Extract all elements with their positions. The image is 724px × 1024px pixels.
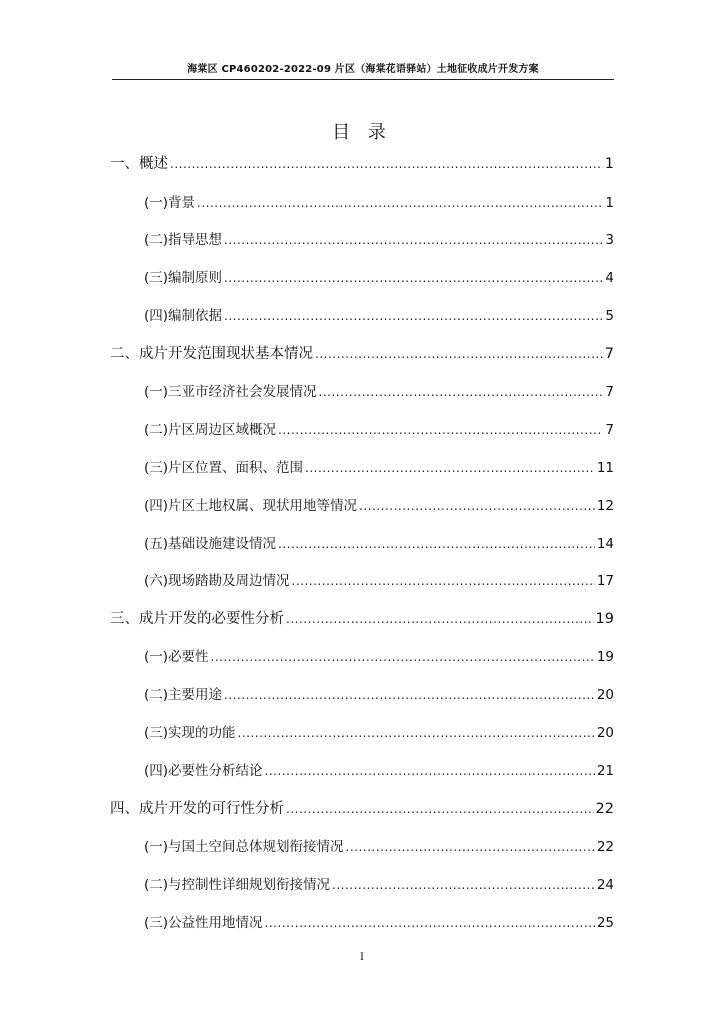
toc-number: (四) [144,763,169,779]
toc-label: 现场踏勘及周边情况 [168,573,290,589]
toc-entry[interactable] [144,684,614,706]
toc-page-number: 22 [595,801,614,817]
toc-number: (二) [144,232,169,248]
toc-entry[interactable] [144,192,614,214]
toc-page-number: 3 [605,232,614,248]
toc-entry[interactable] [144,267,614,289]
toc-page-number: 19 [596,649,614,665]
toc-entry[interactable] [144,570,614,592]
toc-label: 成片开发范围现状基本情况 [139,346,313,362]
toc-label: 指导思想 [168,232,223,248]
toc-number: (一) [144,195,169,211]
toc-leader-dots [286,608,594,630]
toc-page-number: 20 [596,687,614,703]
toc-leader-dots [292,570,595,592]
toc-entry-section-1[interactable] [110,153,614,175]
toc-label: 成片开发的可行性分析 [139,801,284,817]
toc-entry[interactable] [144,722,614,744]
toc-page-number: 7 [604,346,614,362]
toc-entry-section-4[interactable] [110,798,614,820]
toc-number: (三) [144,915,169,931]
toc-leader-dots [224,267,603,289]
toc-number: (二) [144,877,169,893]
toc-number: (五) [144,536,169,552]
toc-number: 三、 [110,611,139,627]
toc-leader-dots [224,684,595,706]
toc-leader-dots [315,343,603,365]
toc-page-number: 4 [605,270,614,286]
toc-entry[interactable] [144,874,614,896]
toc-leader-dots [278,419,603,441]
toc-label: 概述 [139,156,168,172]
document-header: 海棠区 CP460202-2022-09 片区（海棠花语驿站）土地征收成片开发方案 [112,64,614,80]
toc-number: (四) [144,308,169,324]
toc-label: 片区周边区域概况 [168,422,277,438]
toc-leader-dots [286,798,594,820]
toc-label: 必要性分析结论 [168,763,263,779]
toc-leader-dots [211,646,595,668]
toc-page-number: 11 [596,460,614,476]
toc-entry[interactable] [144,457,614,479]
toc-page-number: 5 [605,308,614,324]
page-footer-number: I [360,952,364,963]
toc-leader-dots [197,192,603,214]
toc-label: 与国土空间总体规划衔接情况 [168,839,344,855]
toc-label: 编制原则 [168,270,223,286]
toc-page-number: 17 [596,573,614,589]
toc-leader-dots [319,381,604,403]
toc-label: 基础设施建设情况 [168,536,277,552]
toc-leader-dots [346,836,595,858]
toc-entry[interactable] [144,381,614,403]
toc-number: 二、 [110,346,139,362]
toc-label: 主要用途 [168,687,223,703]
toc-number: (一) [144,649,169,665]
toc-label: 三亚市经济社会发展情况 [168,384,317,400]
toc-label: 片区位置、面积、范围 [168,460,304,476]
toc-label: 编制依据 [168,308,223,324]
toc-page-number: 19 [595,611,614,627]
toc-entry[interactable] [144,305,614,327]
toc-label: 公益性用地情况 [168,915,263,931]
toc-page-number: 21 [596,763,614,779]
toc-number: (三) [144,460,169,476]
toc-leader-dots [224,229,603,251]
toc-label: 成片开发的必要性分析 [139,611,284,627]
toc-label: 片区土地权属、现状用地等情况 [168,498,358,514]
toc-leader-dots [332,874,595,896]
toc-leader-dots [170,153,603,175]
toc-entry[interactable] [144,912,614,934]
toc-entry[interactable] [144,229,614,251]
toc-page-number: 24 [596,877,614,893]
toc-number: (二) [144,687,169,703]
toc-page-number: 7 [605,384,614,400]
toc-entry-section-2[interactable] [110,343,614,365]
toc-page-number: 12 [596,498,614,514]
toc-page-number: 7 [605,422,614,438]
toc-number: (四) [144,498,169,514]
toc-entry[interactable] [144,419,614,441]
toc-entry[interactable] [144,495,614,517]
toc-title: 目 录 [332,122,392,143]
toc-label: 与控制性详细规划衔接情况 [168,877,331,893]
toc-entry[interactable] [144,533,614,555]
toc-number: (三) [144,270,169,286]
toc-page-number: 1 [604,156,614,172]
toc-page-number: 1 [605,195,614,211]
toc-number: (三) [144,725,169,741]
toc-leader-dots [305,457,595,479]
toc-leader-dots [359,495,595,517]
toc-number: (一) [144,384,169,400]
toc-leader-dots [224,305,603,327]
toc-page-number: 20 [596,725,614,741]
toc-label: 背景 [168,195,196,211]
toc-entry[interactable] [144,836,614,858]
toc-number: (六) [144,573,169,589]
toc-entry[interactable] [144,646,614,668]
toc-entry-section-3[interactable] [110,608,614,630]
toc-leader-dots [278,533,595,555]
toc-number: 四、 [110,801,139,817]
toc-label: 实现的功能 [168,725,236,741]
toc-number: (一) [144,839,169,855]
toc-page-number: 14 [596,536,614,552]
toc-page-number: 25 [596,915,614,931]
toc-label: 必要性 [168,649,209,665]
toc-number: (二) [144,422,169,438]
toc-entry[interactable] [144,760,614,782]
toc-leader-dots [265,760,595,782]
toc-leader-dots [238,722,595,744]
toc-number: 一、 [110,156,139,172]
toc-leader-dots [265,912,595,934]
toc-page-number: 22 [596,839,614,855]
